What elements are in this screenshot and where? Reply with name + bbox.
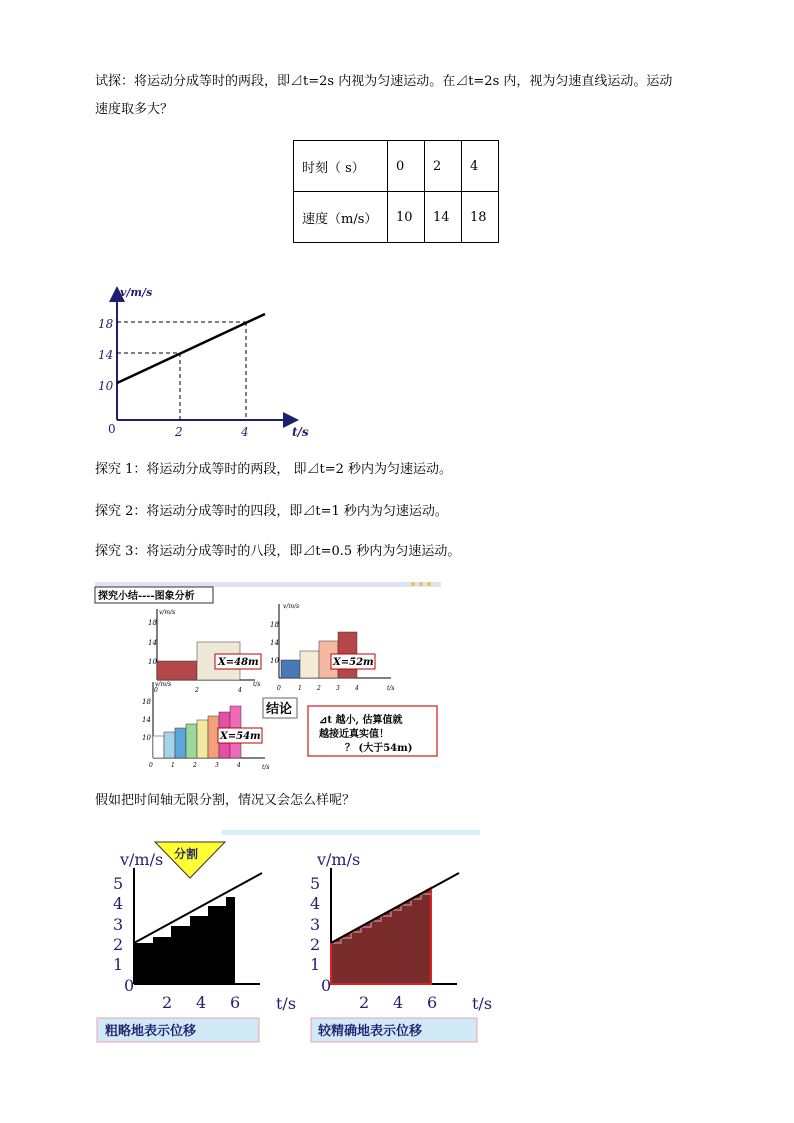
table-cell: 速度（m/s） (294, 192, 388, 243)
bar-b1 (281, 660, 300, 678)
bar-c6 (208, 716, 219, 758)
velocity-table (293, 140, 499, 243)
origin-label: 0 (321, 976, 332, 995)
chart-unit: v/m/s (159, 609, 176, 616)
chart-x-tick: 2 (317, 685, 321, 692)
x-tick-label: 6 (427, 993, 438, 1012)
y-tick-label: 5 (113, 874, 124, 893)
chart-y-tick: 14 (148, 639, 157, 647)
x-tick-label: 2 (175, 425, 183, 439)
area-label: X=54m (220, 731, 261, 742)
chart-t-label: t/s (387, 685, 395, 692)
chart-x-tick: 0 (149, 762, 153, 769)
explore-1: 探究 1：将运动分成等时的两段， 即⊿t=2 秒内为匀速运动。 (95, 462, 453, 477)
origin-label: 0 (108, 422, 116, 436)
caption-left: 粗略地表示位移 (105, 1024, 197, 1039)
chart-y-tick: 18 (270, 621, 279, 629)
chart-unit: v/m/s (155, 681, 172, 688)
table-row-speed (294, 192, 499, 243)
summary-figure (95, 582, 441, 771)
chart-y-tick: 10 (270, 657, 279, 665)
explore-3: 探究 3：将运动分成等时的八段，即⊿t=0.5 秒内为匀速运动。 (95, 544, 461, 559)
chart-x-tick: 4 (237, 762, 241, 769)
vt-graph (90, 280, 320, 445)
x-tick-label: 6 (230, 993, 241, 1012)
y-tick-label: 2 (113, 935, 124, 954)
chart-y-tick: 10 (148, 658, 157, 666)
conclusion-note-3: ？ (大于54m) (345, 743, 413, 754)
chart-x-tick: 4 (238, 687, 242, 694)
chart-unit: v/m/s (283, 603, 300, 610)
table-cell: 4 (462, 141, 499, 192)
x-axis-label: t/s (292, 425, 309, 439)
chart-x-tick: 0 (277, 685, 281, 692)
x-tick-label: 2 (359, 993, 370, 1012)
chart-x-tick: 3 (215, 762, 219, 769)
y-tick-label: 18 (98, 317, 114, 331)
intro-line-2: 速度取多大？ (95, 102, 174, 117)
table-cell: 10 (388, 192, 425, 243)
chart-t-label: t/s (253, 681, 261, 688)
chart-y-tick: 10 (142, 734, 151, 742)
table-cell: 时刻（ s） (294, 141, 388, 192)
chart-x-tick: 4 (355, 685, 359, 692)
summary-title: 探究小结----图象分析 (98, 591, 195, 602)
table-cell: 2 (425, 141, 462, 192)
y-tick-label: 4 (310, 894, 321, 913)
chart-x-tick: 2 (193, 762, 197, 769)
intro-line-1: 试探：将运动分成等时的两段，即⊿t=2s 内视为匀速运动。在⊿t=2s 内，视为匀速直线运动。运动 (95, 74, 673, 89)
table-row-time (294, 141, 499, 192)
question-text: 假如把时间轴无限分割，情况又会怎么样呢？ (95, 793, 356, 808)
y-tick-label: 3 (113, 915, 124, 934)
bar-b2 (300, 651, 319, 678)
x-tick-label: 4 (393, 993, 404, 1012)
y-tick-label: 4 (113, 894, 124, 913)
y-tick-label: 1 (310, 955, 321, 974)
chart-y-tick: 14 (142, 716, 151, 724)
y-tick-label: 10 (98, 379, 114, 393)
area-label: X=52m (333, 657, 374, 668)
chart-y-tick: 18 (142, 698, 151, 706)
table-cell: 18 (462, 192, 499, 243)
chart-x-tick: 3 (336, 685, 340, 692)
bar-c5 (197, 720, 208, 758)
chart-x-tick: 1 (171, 762, 175, 769)
bar-c3 (175, 728, 186, 758)
table-cell: 14 (425, 192, 462, 243)
bar-c1 (153, 736, 164, 758)
y-axis-label: v/m/s (120, 286, 153, 299)
t-axis-label: t/s (276, 994, 297, 1013)
x-tick-label: 4 (196, 993, 207, 1012)
conclusion-label: 结论 (266, 702, 293, 717)
y-tick-label: 1 (113, 955, 124, 974)
split-figure (95, 828, 495, 1048)
area-label: X=48m (218, 657, 259, 668)
caption-right: 较精确地表示位移 (318, 1024, 423, 1039)
bar-c2 (164, 732, 175, 758)
conclusion-note-1: ⊿t 越小, 估算值就 (319, 715, 403, 726)
y-tick-label: 5 (310, 874, 321, 893)
y-tick-label: 14 (98, 348, 114, 362)
chart-y-tick: 14 (270, 639, 279, 647)
chart-x-tick: 0 (154, 687, 158, 694)
bar-c4 (186, 724, 197, 758)
chart-x-tick: 1 (298, 685, 302, 692)
x-tick-label: 4 (241, 425, 249, 439)
banner-label: 分割 (174, 847, 199, 861)
chart-x-tick: 2 (195, 687, 199, 694)
t-axis-label: t/s (472, 994, 493, 1013)
y-tick-label: 2 (310, 935, 321, 954)
conclusion-note-2: 越接近真实值！ (319, 729, 389, 740)
v-axis-label: v/m/s (317, 850, 361, 869)
v-axis-label: v/m/s (120, 850, 164, 869)
bar-a1 (157, 661, 197, 680)
chart-t-label: t/s (262, 764, 270, 771)
chart-y-tick: 18 (148, 619, 157, 627)
x-tick-label: 2 (162, 993, 173, 1012)
table-cell: 0 (388, 141, 425, 192)
explore-2: 探究 2：将运动分成等时的四段，即⊿t=1 秒内为匀速运动。 (95, 504, 448, 519)
velocity-line (117, 314, 265, 383)
origin-label: 0 (124, 976, 135, 995)
y-tick-label: 3 (310, 915, 321, 934)
